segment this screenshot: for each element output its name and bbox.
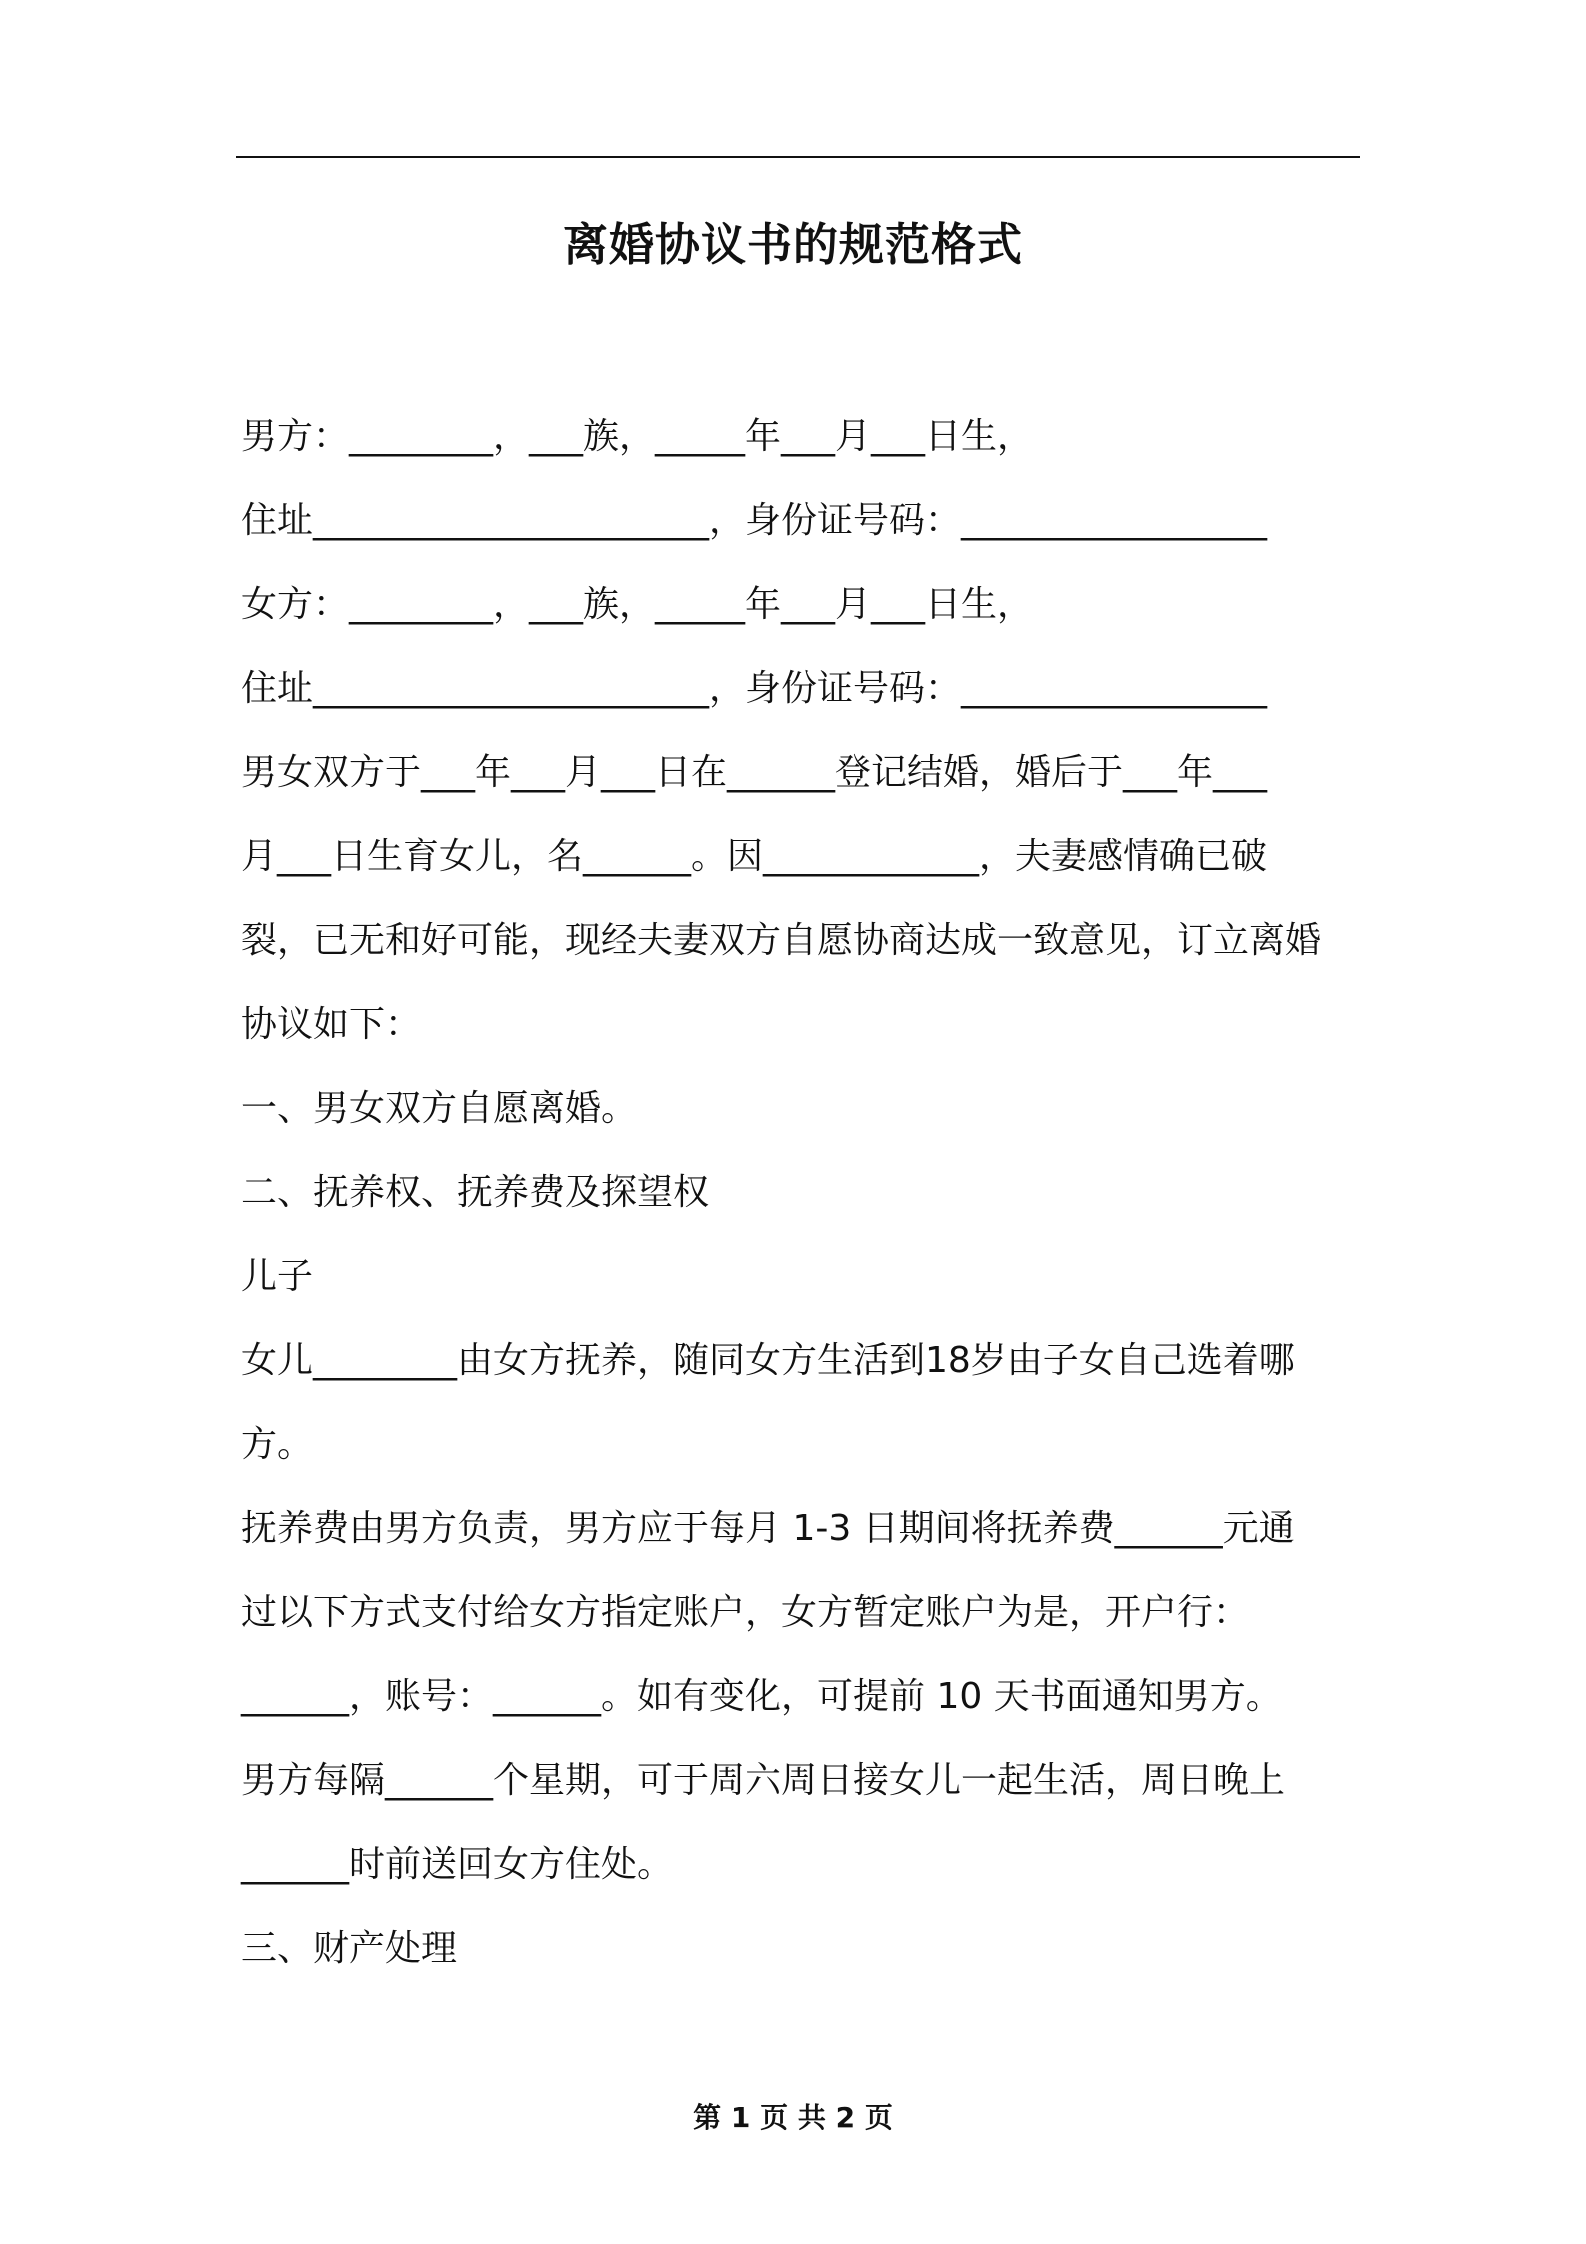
- male-party-line: 男方：________，___族，_____年___月___日生，: [241, 416, 1034, 457]
- document-title: 离婚协议书的规范格式: [562, 218, 1023, 271]
- section-heading-3: 三、财产处理: [241, 1928, 458, 1969]
- paragraph-line: ______，账号：______。如有变化，可提前 10 天书面通知男方。: [241, 1676, 1282, 1717]
- paragraph-line: 过以下方式支付给女方指定账户，女方暂定账户为是，开户行：: [241, 1592, 1250, 1633]
- paragraph-line: ______时前送回女方住处。: [241, 1844, 674, 1885]
- section-heading-1: 一、男女双方自愿离婚。: [241, 1088, 638, 1129]
- paragraph-line: 月___日生育女儿，名______。因____________，夫妻感情确已破: [241, 836, 1268, 877]
- paragraph-line: 男女双方于___年___月___日在______登记结婚，婚后于___年___: [241, 752, 1268, 793]
- female-party-line: 女方：________，___族，_____年___月___日生，: [241, 584, 1034, 625]
- paragraph-line: 方。: [241, 1424, 314, 1465]
- page-number: 第 1 页 共 2 页: [693, 2101, 893, 2134]
- paragraph-line: 抚养费由男方负责，男方应于每月 1-3 日期间将抚养费______元通: [241, 1508, 1295, 1549]
- paragraph-line: 儿子: [241, 1256, 314, 1297]
- male-address-line: 住址______________________，身份证号码：_________________: [241, 500, 1268, 541]
- paragraph-line: 女儿________由女方抚养，随同女方生活到18岁由子女自己选着哪: [241, 1340, 1295, 1381]
- paragraph-line: 男方每隔______个星期，可于周六周日接女儿一起生活，周日晚上: [241, 1760, 1286, 1801]
- female-address-line: 住址______________________，身份证号码：_________________: [241, 668, 1268, 709]
- header-rule: [236, 156, 1360, 158]
- paragraph-line: 协议如下：: [241, 1004, 422, 1045]
- section-heading-2: 二、抚养权、抚养费及探望权: [241, 1172, 710, 1213]
- paragraph-line: 裂，已无和好可能，现经夫妻双方自愿协商达成一致意见，订立离婚: [241, 920, 1322, 961]
